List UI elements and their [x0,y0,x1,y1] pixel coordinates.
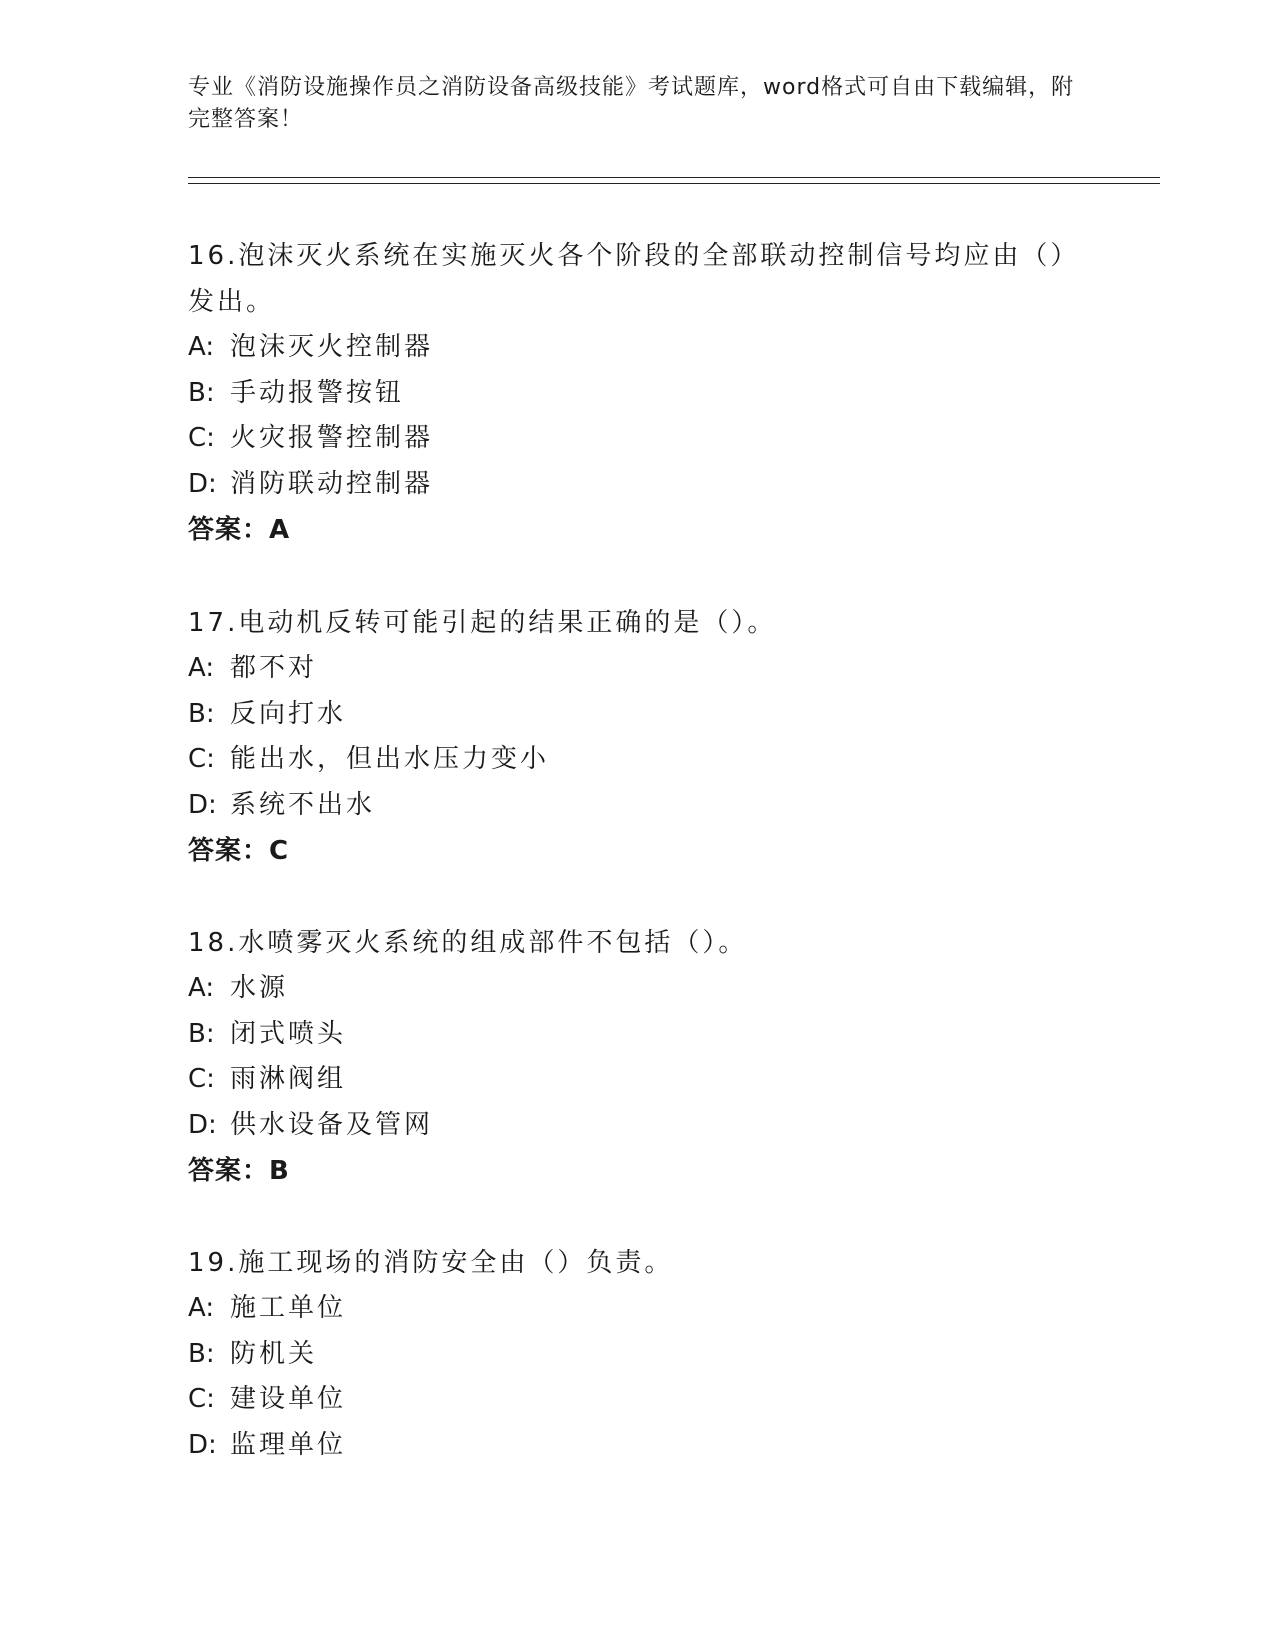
option-letter: B: [188,1338,215,1369]
option-letter: B: [188,698,215,729]
document-header: 专业《消防设施操作员之消防设备高级技能》考试题库，word格式可自由下载编辑，附完整答案！ [188,75,1075,132]
option-d [188,1103,1088,1149]
option-c [188,1057,1088,1103]
option-text: 雨淋阀组 [230,1064,347,1094]
option-text: 手动报警按钮 [230,377,405,408]
question-18 [188,920,1088,1194]
option-text: 施工单位 [230,1293,347,1323]
option-text: 消防联动控制器 [230,468,434,499]
option-c [188,737,1088,783]
option-text: 闭式喷头 [230,1018,347,1049]
option-b [188,692,1088,738]
option-text: 水源 [230,973,289,1003]
option-letter: B: [188,1018,215,1049]
option-text: 反向打水 [230,698,347,729]
option-a [188,646,1088,692]
option-letter: C: [188,1384,215,1414]
option-b [188,371,1088,417]
option-text: 系统不出水 [230,789,376,820]
option-a [188,1286,1088,1332]
option-text: 能出水，但出水压力变小 [230,744,550,774]
option-d [188,783,1088,829]
option-letter: D: [188,1429,217,1460]
header-divider-bottom [188,183,1160,184]
question-text: 18.水喷雾灭火系统的组成部件不包括（）。 [188,928,748,958]
option-letter: C: [188,744,215,774]
option-text: 火灾报警控制器 [230,423,434,453]
option-letter: C: [188,1064,215,1094]
option-letter: A: [188,1293,215,1323]
option-letter: D: [188,789,217,820]
option-text: 建设单位 [230,1384,347,1414]
question-17 [188,600,1088,874]
question-text: 17.电动机反转可能引起的结果正确的是（）。 [188,608,777,638]
option-c [188,1377,1088,1423]
question-text: 19.施工现场的消防安全由（）负责。 [188,1248,674,1278]
option-text: 泡沫灭火控制器 [230,332,434,362]
question-text: 16.泡沫灭火系统在实施灭火各个阶段的全部联动控制信号均应由（）发出。 [188,241,1080,317]
option-letter: C: [188,423,215,453]
option-c [188,416,1088,462]
option-text: 都不对 [230,653,318,683]
option-letter: B: [188,377,215,408]
option-text: 监理单位 [230,1429,347,1460]
header-divider-top [188,177,1160,178]
option-a [188,966,1088,1012]
option-letter: A: [188,973,215,1003]
option-text: 供水设备及管网 [230,1109,434,1140]
question-19 [188,1240,1088,1468]
option-b [188,1332,1088,1378]
option-d [188,462,1088,508]
option-letter: A: [188,653,215,683]
option-letter: A: [188,332,215,362]
answer-text: 答案：B [188,1156,290,1186]
option-letter: D: [188,1109,217,1140]
question-16 [188,233,1088,553]
option-text: 防机关 [230,1338,318,1369]
option-a [188,325,1088,371]
option-letter: D: [188,468,217,499]
option-d [188,1423,1088,1469]
option-b [188,1012,1088,1058]
answer-text: 答案：A [188,515,291,545]
answer-text: 答案：C [188,836,290,866]
